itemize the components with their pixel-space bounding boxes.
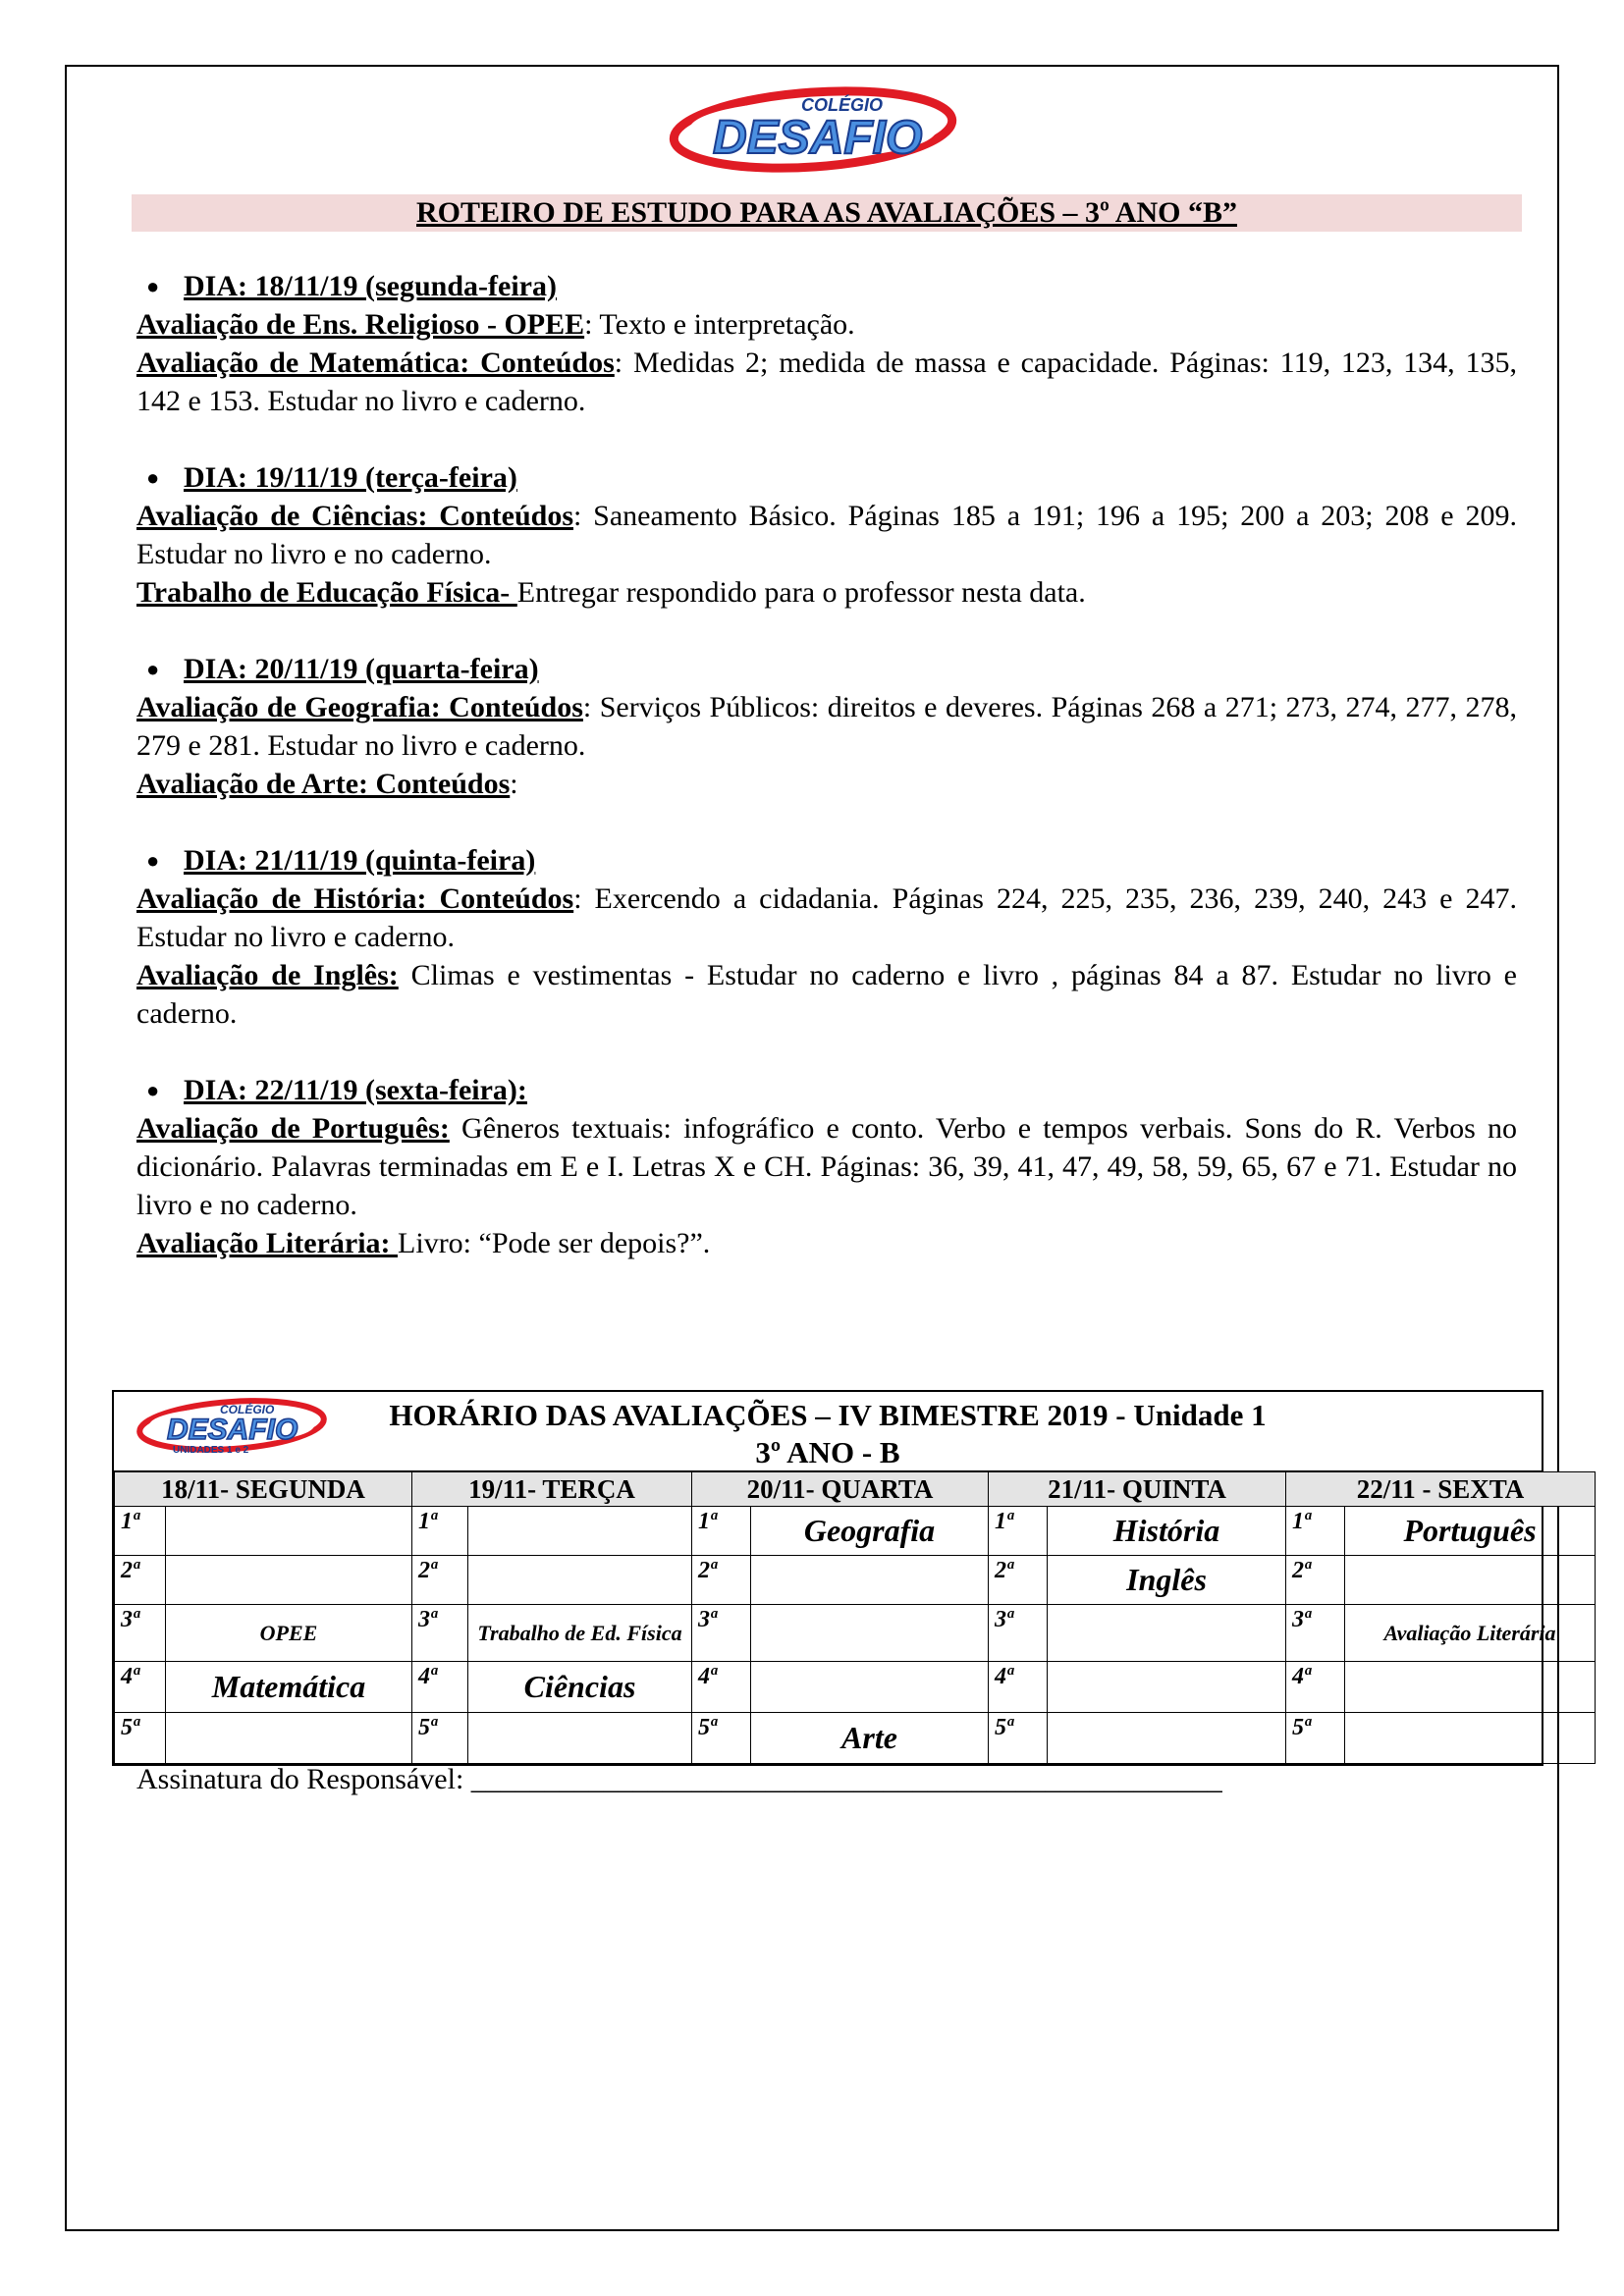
- period-number: 4ª: [1286, 1662, 1345, 1713]
- schedule-day-header: 18/11- SEGUNDA: [115, 1472, 412, 1507]
- schedule-subject-cell: Geografia: [751, 1507, 989, 1556]
- assessment-text: Climas e vestimentas - Estudar no caderno e livro , páginas 84 a 87. Estudar no livro e caderno.: [136, 959, 1517, 1030]
- period-number: 1ª: [115, 1507, 166, 1556]
- schedule-subject-cell: Ciências: [468, 1662, 692, 1713]
- schedule-title: HORÁRIO DAS AVALIAÇÕES – IV BIMESTRE 2019 - Unidade 1: [389, 1398, 1267, 1432]
- period-number: 3ª: [1286, 1605, 1345, 1662]
- assessment-text: Gêneros textuais: infográfico e conto. Verbo e tempos verbais. Sons do R. Verbos no dicionário. Palavras terminadas em E e I. Letras X e CH. Páginas: 36, 39, 41, 47, 49, 58, 59, 65, 67 e 71. Estudar no livro e no caderno.: [136, 1112, 1517, 1221]
- logo-small-main-text: DESAFIO: [167, 1414, 298, 1446]
- assessment-label: Trabalho de Educação Física-: [136, 576, 517, 609]
- period-number: 5ª: [692, 1713, 751, 1764]
- schedule-day-header: 22/11 - SEXTA: [1286, 1472, 1596, 1507]
- day-heading: [146, 458, 1517, 497]
- assessment-item: [136, 765, 1517, 803]
- assessment-item: [136, 305, 1517, 344]
- schedule-subject-cell: [1048, 1662, 1286, 1713]
- schedule-period-row: [115, 1556, 1596, 1605]
- period-number: 1ª: [1286, 1507, 1345, 1556]
- period-number: 2ª: [412, 1556, 468, 1605]
- logo-top-text: COLÉGIO: [801, 95, 884, 115]
- schedule-day-header: 20/11- QUARTA: [692, 1472, 989, 1507]
- period-number: 4ª: [412, 1662, 468, 1713]
- schedule-subject-cell: [166, 1713, 412, 1764]
- assessment-text: Entregar respondido para o professor nesta data.: [516, 576, 1086, 609]
- schedule-subject-cell: Matemática: [166, 1662, 412, 1713]
- schedule-period-row: [115, 1605, 1596, 1662]
- assessment-item: [136, 1224, 1517, 1262]
- period-number: 3ª: [115, 1605, 166, 1662]
- assessment-label: Avaliação de História: Conteúdos: [136, 882, 574, 915]
- exam-schedule-table: [112, 1390, 1556, 1766]
- schedule-subject-cell: Arte: [751, 1713, 989, 1764]
- period-number: 1ª: [412, 1507, 468, 1556]
- assessment-label: Avaliação de Geografia: Conteúdos: [136, 691, 583, 723]
- day-heading-text: DIA: 21/11/19 (quinta-feira): [184, 844, 536, 877]
- schedule-subtitle: 3º ANO - B: [755, 1435, 900, 1469]
- day-heading: [146, 841, 1517, 880]
- assessment-item: [136, 956, 1517, 1033]
- day-heading: [146, 1071, 1517, 1109]
- assessment-item: [136, 344, 1517, 420]
- period-number: 5ª: [412, 1713, 468, 1764]
- day-heading: [146, 267, 1517, 305]
- day-heading-text: DIA: 18/11/19 (segunda-feira): [184, 270, 557, 302]
- bullet-icon: ●: [146, 274, 160, 298]
- spacer: [136, 420, 1517, 458]
- period-number: 1ª: [692, 1507, 751, 1556]
- spacer: [136, 1033, 1517, 1071]
- assessment-item: [136, 880, 1517, 956]
- assessment-label: Avaliação de Arte: Conteúdos: [136, 768, 511, 800]
- assessment-text: : Exercendo a cidadania. Páginas 224, 225, 235, 236, 239, 240, 243 e 247. Estudar no livro e caderno.: [136, 882, 1518, 953]
- assessment-label: Avaliação de Português:: [136, 1112, 450, 1145]
- schedule-subject-cell: [1048, 1605, 1286, 1662]
- period-number: 4ª: [692, 1662, 751, 1713]
- day-heading-text: DIA: 20/11/19 (quarta-feira): [184, 653, 539, 685]
- period-number: 3ª: [692, 1605, 751, 1662]
- schedule-subject-cell: [1048, 1713, 1286, 1764]
- schedule-subject-cell: [468, 1507, 692, 1556]
- schedule-subject-cell: Trabalho de Ed. Física: [468, 1605, 692, 1662]
- period-number: 5ª: [115, 1713, 166, 1764]
- bullet-icon: ●: [146, 848, 160, 873]
- assessment-label: Avaliação de Ens. Religioso - OPEE: [136, 308, 585, 341]
- schedule-subject-cell: Avaliação Literária: [1345, 1605, 1596, 1662]
- schedule-subject-cell: [751, 1605, 989, 1662]
- schedule-subject-cell: [751, 1662, 989, 1713]
- schedule-subject-cell: História: [1048, 1507, 1286, 1556]
- assessment-item: [136, 573, 1517, 612]
- day-heading: [146, 650, 1517, 688]
- guardian-signature-line: Assinatura do Responsável: ___________________________________________________: [136, 1763, 1222, 1795]
- day-heading-text: DIA: 22/11/19 (sexta-feira):: [184, 1074, 527, 1106]
- schedule-period-row: [115, 1507, 1596, 1556]
- period-number: 3ª: [412, 1605, 468, 1662]
- schedule-subject-cell: Inglês: [1048, 1556, 1286, 1605]
- schedule-day-header: 19/11- TERÇA: [412, 1472, 692, 1507]
- schedule-subject-cell: [1345, 1556, 1596, 1605]
- schedule-day-header: 21/11- QUINTA: [989, 1472, 1286, 1507]
- schedule-grid: [114, 1471, 1596, 1764]
- assessment-text: :: [510, 768, 518, 800]
- schedule-subject-cell: [468, 1556, 692, 1605]
- period-number: 5ª: [1286, 1713, 1345, 1764]
- logo-small-sub-text: UNIDADES 1 e 2: [173, 1445, 249, 1456]
- bullet-icon: ●: [146, 657, 160, 681]
- schedule-day-row: [115, 1472, 1596, 1507]
- period-number: 5ª: [989, 1713, 1048, 1764]
- schedule-subject-cell: OPEE: [166, 1605, 412, 1662]
- assessment-label: Avaliação Literária:: [136, 1227, 399, 1259]
- bullet-icon: ●: [146, 1078, 160, 1102]
- schedule-period-row: [115, 1662, 1596, 1713]
- assessment-text: Livro: “Pode ser depois?”.: [398, 1227, 711, 1259]
- document-title: ROTEIRO DE ESTUDO PARA AS AVALIAÇÕES – 3º ANO “B”: [416, 196, 1237, 229]
- bullet-icon: ●: [146, 465, 160, 490]
- assessment-item: [136, 1109, 1517, 1224]
- spacer: [136, 612, 1517, 650]
- assessment-text: : Texto e interpretação.: [584, 308, 855, 341]
- period-number: 2ª: [989, 1556, 1048, 1605]
- period-number: 1ª: [989, 1507, 1048, 1556]
- period-number: 3ª: [989, 1605, 1048, 1662]
- schedule-header: [114, 1392, 1542, 1471]
- logo-main-text: DESAFIO: [713, 112, 923, 164]
- assessment-label: Avaliação de Inglês:: [136, 959, 399, 991]
- schedule-subject-cell: [166, 1507, 412, 1556]
- school-logo: [666, 80, 960, 175]
- assessment-item: [136, 688, 1517, 765]
- period-number: 4ª: [989, 1662, 1048, 1713]
- period-number: 2ª: [115, 1556, 166, 1605]
- schedule-subject-cell: [751, 1556, 989, 1605]
- assessment-label: Avaliação de Ciências: Conteúdos: [136, 500, 573, 532]
- schedule-subject-cell: [468, 1713, 692, 1764]
- assessment-text: : Medidas 2; medida de massa e capacidade. Páginas: 119, 123, 134, 135, 142 e 153. Estudar no livro e caderno.: [136, 347, 1517, 417]
- assessment-label: Avaliação de Matemática: Conteúdos: [136, 347, 615, 379]
- assessment-text: : Saneamento Básico. Páginas 185 a 191; 196 a 195; 200 a 203; 208 e 209. Estudar no livro e no caderno.: [136, 500, 1517, 570]
- schedule-period-row: [115, 1713, 1596, 1764]
- period-number: 2ª: [692, 1556, 751, 1605]
- schedule-subject-cell: [1345, 1713, 1596, 1764]
- period-number: 2ª: [1286, 1556, 1345, 1605]
- schedule-subject-cell: Português: [1345, 1507, 1596, 1556]
- study-guide: [136, 267, 1517, 1262]
- logo-small-top-text: COLÉGIO: [220, 1403, 275, 1416]
- day-heading-text: DIA: 19/11/19 (terça-feira): [184, 461, 517, 494]
- schedule-subject-cell: [166, 1556, 412, 1605]
- period-number: 4ª: [115, 1662, 166, 1713]
- spacer: [136, 803, 1517, 841]
- assessment-item: [136, 497, 1517, 573]
- schedule-subject-cell: [1345, 1662, 1596, 1713]
- assessment-text: : Serviços Públicos: direitos e deveres. Páginas 268 a 271; 273, 274, 277, 278, 279 e 281. Estudar no livro e caderno.: [136, 691, 1518, 762]
